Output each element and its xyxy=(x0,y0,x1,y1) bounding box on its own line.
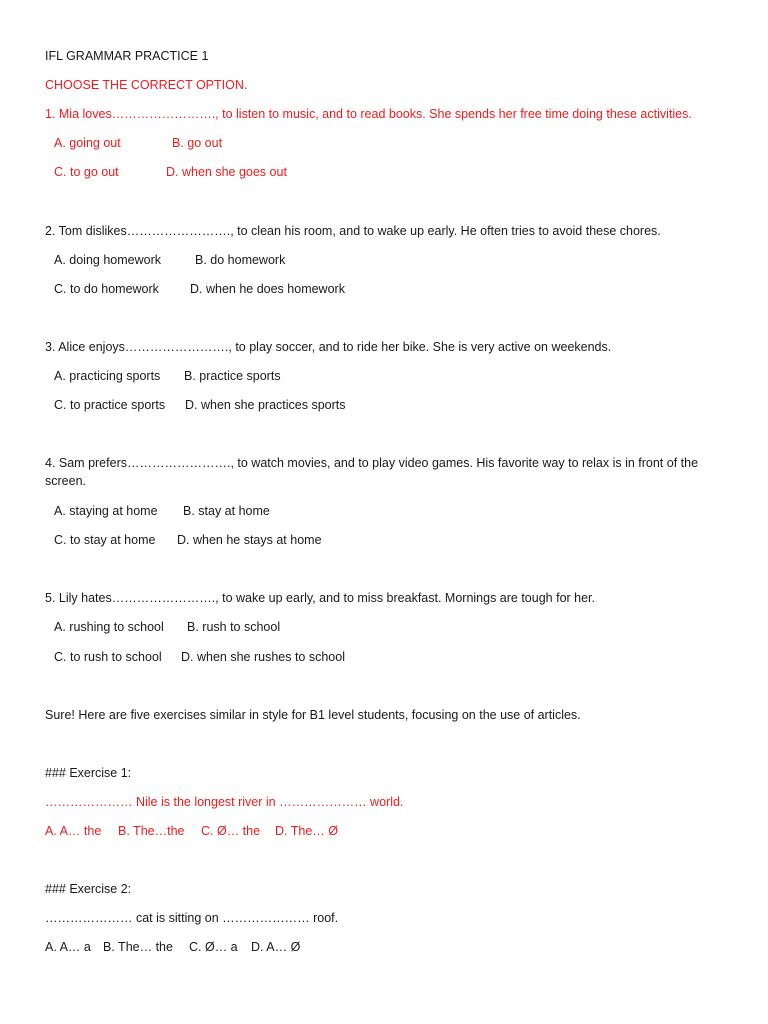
question-4-options-row-1 xyxy=(54,502,734,520)
question-5-options-row-1 xyxy=(54,618,734,636)
option: D. when she practices sports xyxy=(185,398,346,412)
option: A. doing homework xyxy=(54,253,162,267)
option: D. when he stays at home xyxy=(177,533,322,547)
option: B. The…the xyxy=(118,824,185,838)
option: B. The… the xyxy=(103,940,173,954)
question-3-options-row-2 xyxy=(54,396,734,414)
question-1-text: 1. Mia loves……………………., to listen to music, and to read books. She spends her free time doing these activities. xyxy=(45,107,692,121)
exercise-1-heading: ### Exercise 1: xyxy=(45,766,132,780)
option: A. rushing to school xyxy=(54,620,164,634)
question-3-text: 3. Alice enjoys……………………., to play soccer, and to ride her bike. She is very active on weekends. xyxy=(45,340,612,354)
option: A. going out xyxy=(54,136,121,150)
option: C. to go out xyxy=(54,165,119,179)
exercise-2-heading: ### Exercise 2: xyxy=(45,882,132,896)
option: C. to do homework xyxy=(54,282,159,296)
question-5-text: 5. Lily hates……………………., to wake up early, and to miss breakfast. Mornings are tough for her. xyxy=(45,591,595,605)
option: A. A… the xyxy=(45,824,102,838)
exercise-1-sentence: ………………… Nile is the longest river in ………………… world. xyxy=(45,795,404,809)
question-2-text: 2. Tom dislikes……………………., to clean his room, and to wake up early. He often tries to avoid these chores. xyxy=(45,224,661,238)
option: C. to rush to school xyxy=(54,650,162,664)
question-3-options-row-1 xyxy=(54,367,734,385)
articles-intro: Sure! Here are five exercises similar in style for B1 level students, focusing on the use of articles. xyxy=(45,708,581,722)
option: C. Ø… the xyxy=(201,824,261,838)
option: C. to practice sports xyxy=(54,398,166,412)
option: D. A… Ø xyxy=(251,940,301,954)
option: A. practicing sports xyxy=(54,369,161,383)
option: C. to stay at home xyxy=(54,533,156,547)
question-4-options-row-2 xyxy=(54,531,734,549)
option: B. stay at home xyxy=(183,504,270,518)
option: D. The… Ø xyxy=(275,824,338,838)
option: C. Ø… a xyxy=(189,940,238,954)
option: B. rush to school xyxy=(187,620,281,634)
question-1-options-row-1 xyxy=(54,134,734,152)
question-2-options-row-2 xyxy=(54,280,734,298)
option: D. when he does homework xyxy=(190,282,345,296)
exercise-2-options xyxy=(45,938,725,956)
option: B. do homework xyxy=(195,253,286,267)
instruction: CHOOSE THE CORRECT OPTION. xyxy=(45,78,248,92)
option: B. practice sports xyxy=(184,369,281,383)
question-4-text: 4. Sam prefers……………………., to watch movies, and to play video games. His favorite way to relax is in front of the screen. xyxy=(45,456,699,488)
option: A. A… a xyxy=(45,940,91,954)
option: D. when she goes out xyxy=(166,165,287,179)
option: B. go out xyxy=(172,136,223,150)
page-title: IFL GRAMMAR PRACTICE 1 xyxy=(45,49,209,63)
question-1-options-row-2 xyxy=(54,163,734,181)
exercise-1-options xyxy=(45,822,725,840)
option: A. staying at home xyxy=(54,504,158,518)
question-5-options-row-2 xyxy=(54,648,734,666)
question-2-options-row-1 xyxy=(54,251,734,269)
exercise-2-sentence: ………………… cat is sitting on ………………… roof. xyxy=(45,911,339,925)
option: D. when she rushes to school xyxy=(181,650,345,664)
